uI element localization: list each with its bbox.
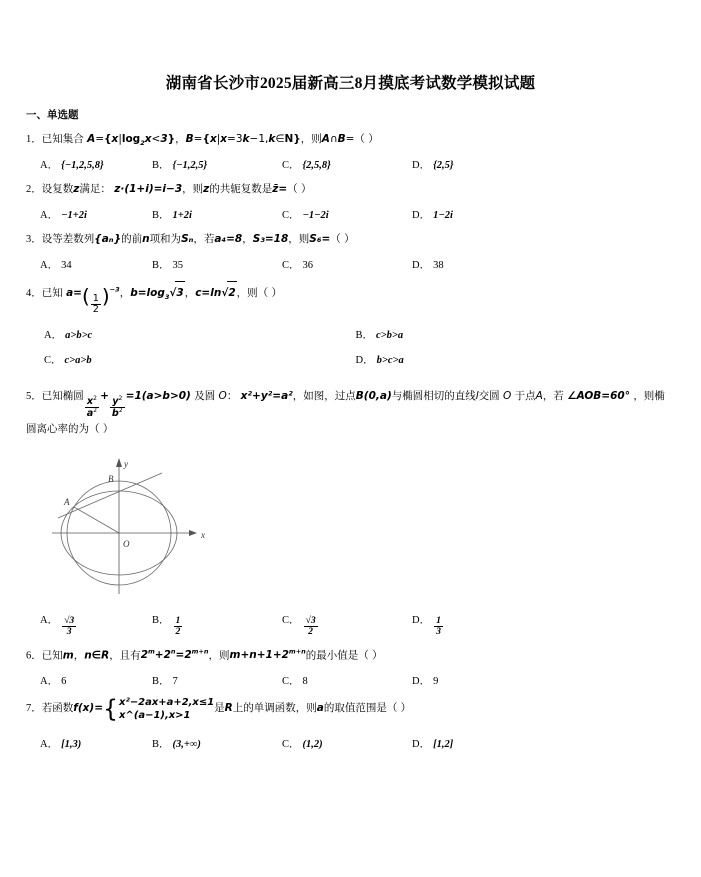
option-3-a[interactable]: A． 34	[40, 260, 72, 272]
question-1	[0, 131, 701, 172]
question-2	[0, 181, 701, 222]
option-2-c[interactable]: C． −1−2i	[282, 210, 329, 222]
option-4-c[interactable]: C． c>a>b	[44, 355, 92, 367]
option-6-a[interactable]: A． 6	[40, 676, 67, 688]
option-2-a[interactable]: A． −1+2i	[40, 210, 87, 222]
question-3	[0, 231, 701, 272]
axis-x-label: x	[201, 530, 205, 541]
x-axis-arrow-icon	[189, 530, 197, 536]
option-7-c[interactable]: C． (1,2)	[282, 739, 323, 751]
figure-svg	[44, 454, 344, 599]
question-7-options	[26, 736, 667, 751]
axis-y-label: y	[124, 459, 128, 470]
option-7-d[interactable]: D． [1,2]	[412, 739, 454, 751]
option-6-d[interactable]: D． 9	[412, 676, 439, 688]
option-7-a[interactable]: A． [1,3)	[40, 739, 82, 751]
radius-oa	[74, 507, 119, 533]
piecewise-function: { x²−2ax+a+2,x≤1 x^(a−1),x>1	[103, 695, 215, 724]
option-2-b[interactable]: B． 1+2i	[152, 210, 192, 222]
option-6-b[interactable]: B． 7	[152, 676, 178, 688]
question-6-stem: 6．已知m，n∈R，且有$2^m+2^n=2^{m+n}$，则$m+n+1+2^{m+n}$的最小值是（ ）	[26, 647, 383, 662]
option-1-c[interactable]: C． {2,5,8}	[282, 159, 331, 171]
option-5-c[interactable]: C． $\frac{√3}{2}$	[282, 615, 316, 638]
question-2-options	[26, 207, 667, 222]
question-5-stem: 5．已知椭圆 $\frac{x^2}{a^2}$ + $\frac{y^2}{b^2}$ =1(a>b>0) 及圆 O： x²+y²=a²，如图，过点B(0,a)与椭圆相切的直线l交圆 O 于点A，若 ∠AOB=60° ，则椭圆离心率的为（ ）	[26, 390, 665, 436]
point-a-label: A	[64, 497, 70, 508]
option-1-d[interactable]: D． {2,5}	[412, 159, 454, 171]
question-3-stem: 3．设等差数列{aₙ}的前n项和为Sₙ，若a₄=8，S₃=18，则S₆=（ ）	[26, 233, 355, 246]
question-4-options	[26, 327, 667, 377]
option-3-c[interactable]: C． 36	[282, 260, 314, 272]
ellipse-circle-figure	[26, 454, 667, 604]
option-3-b[interactable]: B． 35	[152, 260, 184, 272]
option-4-b[interactable]: B． c>b>a	[355, 330, 404, 342]
option-2-d[interactable]: D． 1−2i	[412, 210, 453, 222]
question-7	[0, 697, 701, 751]
section-heading: 一、单选题	[26, 108, 79, 121]
question-6	[0, 647, 701, 689]
question-3-options	[26, 257, 667, 272]
page-title: 湖南省长沙市2025届新高三8月摸底考试数学模拟试题	[165, 75, 536, 92]
y-axis-arrow-icon	[116, 458, 122, 467]
question-5	[0, 386, 701, 637]
question-6-options	[26, 673, 667, 688]
option-5-b[interactable]: B． $\frac{1}{2}$	[152, 615, 181, 638]
option-5-d[interactable]: D． $\frac{1}{3}$	[412, 615, 441, 638]
question-1-stem: 1．已知集合 $A=\{x|\log_2x<3\}$，B={x|x=3k−1,k∈N}，则A∩B=（ ）	[26, 132, 379, 147]
question-4	[0, 281, 701, 377]
question-4-stem: 4．已知 a=( $\frac{1}{2}$ )$^{-3}$，$b=\log_3√3$，c=ln√2，则（ ）	[26, 281, 667, 315]
option-3-d[interactable]: D． 38	[412, 260, 444, 272]
origin-label: O	[123, 539, 130, 550]
option-7-b[interactable]: B． (3,+∞)	[152, 739, 201, 751]
option-4-a[interactable]: A． a>b>c	[44, 330, 93, 342]
option-6-c[interactable]: C． 8	[282, 676, 308, 688]
option-5-a[interactable]: A． $\frac{√3}{3}$	[40, 615, 75, 638]
question-1-text: 已知集合	[41, 132, 88, 145]
question-2-stem: 2．设复数z满足： z·(1+i)=i−3，则z的共轭复数是z̄=（ ）	[26, 182, 312, 195]
question-1-number: 1．	[26, 133, 42, 145]
option-4-d[interactable]: D． b>c>a	[355, 355, 404, 367]
question-7-stem: 7．若函数f(x)= { x²−2ax+a+2,x≤1 x^(a−1),x>1 是R上的单调函数，则a的取值范围是（ ）	[26, 695, 412, 724]
point-b-label: B	[108, 474, 114, 485]
option-1-b[interactable]: B． {−1,2,5}	[152, 159, 208, 171]
question-5-options	[26, 612, 667, 637]
option-1-a[interactable]: A． {−1,2,5,8}	[40, 159, 104, 171]
question-1-options	[26, 157, 667, 172]
